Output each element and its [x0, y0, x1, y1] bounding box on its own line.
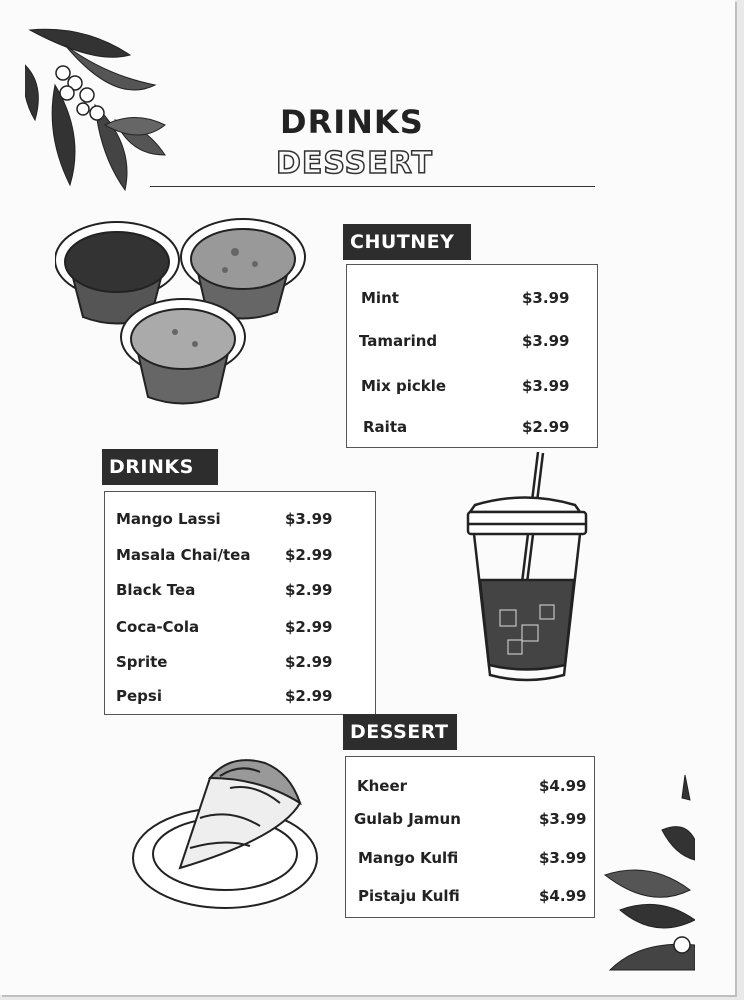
drinks-label: DRINKS	[102, 449, 218, 485]
item-name: Mango Kulfi	[358, 849, 459, 867]
list-item	[346, 804, 594, 834]
item-name: Kheer	[357, 777, 408, 795]
item-name: Black Tea	[116, 581, 196, 599]
item-name: Gulab Jamun	[354, 810, 461, 828]
drinks-box	[104, 491, 376, 715]
chutney-label: CHUTNEY	[343, 224, 471, 260]
item-name: Raita	[363, 418, 408, 436]
list-item	[105, 504, 375, 534]
list-item	[347, 412, 597, 442]
item-price: $2.99	[285, 618, 333, 636]
pie-slice-icon	[130, 748, 325, 913]
list-item	[105, 575, 375, 605]
item-price: $3.99	[539, 849, 587, 867]
item-price: $2.99	[285, 546, 333, 564]
list-item	[347, 326, 597, 356]
item-name: Masala Chai/tea	[116, 546, 251, 564]
item-price: $3.99	[539, 810, 587, 828]
item-name: Mix pickle	[361, 377, 447, 395]
page-subtitle: DESSERT	[276, 146, 433, 181]
coffee-leaf-icon	[600, 770, 695, 975]
list-item	[105, 647, 375, 677]
item-price: $3.99	[285, 510, 333, 528]
item-name: Mint	[361, 289, 399, 307]
item-name: Sprite	[116, 653, 168, 671]
list-item	[347, 371, 597, 401]
dessert-label: DESSERT	[343, 714, 457, 750]
list-item	[346, 771, 594, 801]
list-item	[346, 843, 594, 873]
item-price: $2.99	[522, 418, 570, 436]
muffin-icon	[55, 212, 315, 412]
list-item	[347, 283, 597, 313]
item-price: $4.99	[539, 777, 587, 795]
item-name: Mango Lassi	[116, 510, 221, 528]
page-title: DRINKS	[280, 103, 424, 141]
dessert-box	[345, 756, 595, 918]
item-name: Pistaju Kulfi	[358, 887, 460, 905]
iced-drink-icon	[460, 450, 595, 685]
item-name: Pepsi	[116, 687, 162, 705]
item-name: Tamarind	[359, 332, 438, 350]
item-name: Coca-Cola	[116, 618, 200, 636]
coffee-leaf-icon	[25, 25, 170, 195]
chutney-box	[346, 264, 598, 448]
item-price: $2.99	[285, 581, 333, 599]
list-item	[346, 881, 594, 911]
item-price: $2.99	[285, 687, 333, 705]
item-price: $2.99	[285, 653, 333, 671]
list-item	[105, 540, 375, 570]
header-divider	[150, 186, 595, 187]
item-price: $3.99	[522, 289, 570, 307]
list-item	[105, 681, 375, 711]
list-item	[105, 612, 375, 642]
item-price: $3.99	[522, 377, 570, 395]
item-price: $4.99	[539, 887, 587, 905]
item-price: $3.99	[522, 332, 570, 350]
